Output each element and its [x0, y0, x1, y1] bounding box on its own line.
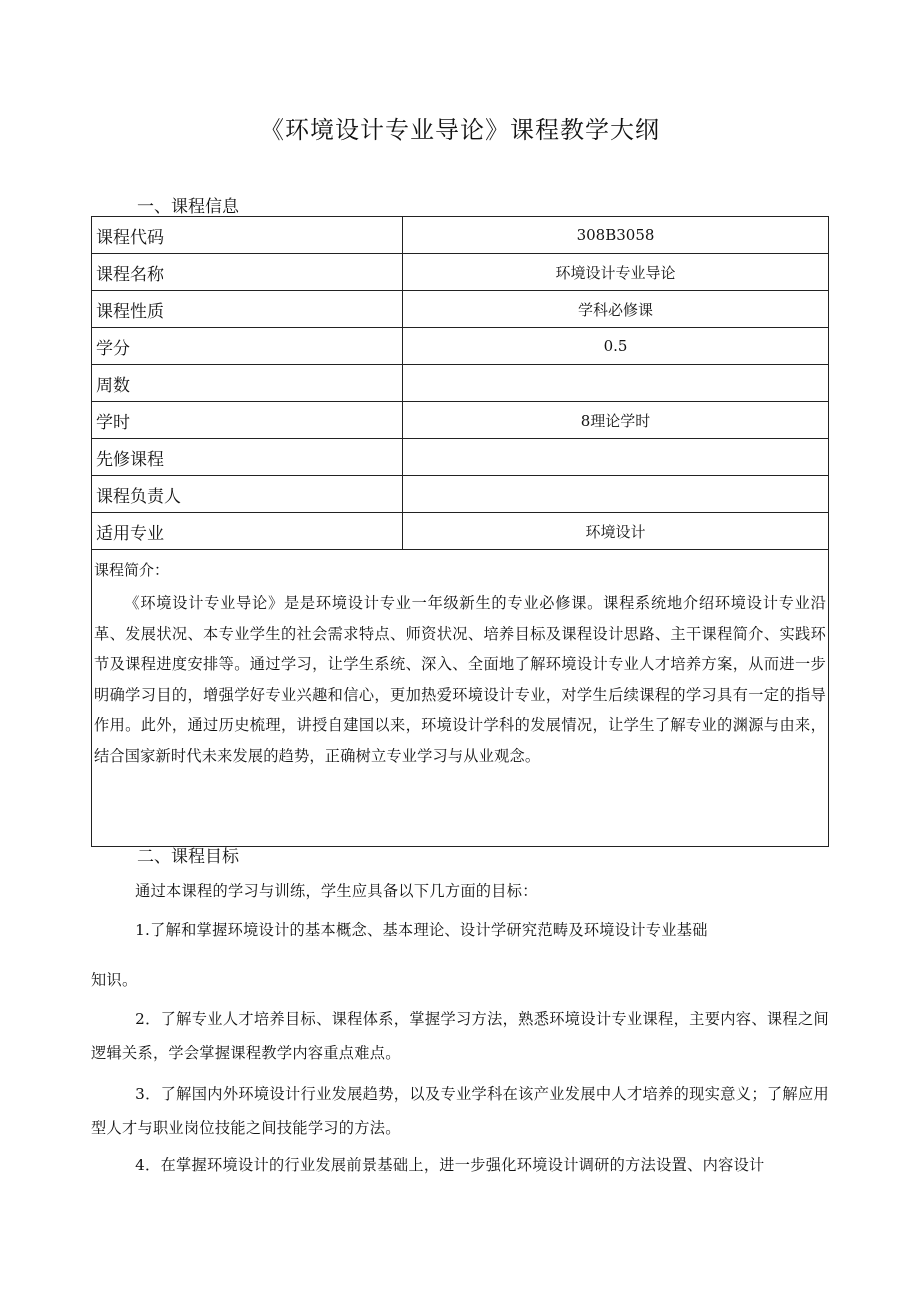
row-value: 8理论学时	[403, 402, 829, 439]
row-value: 环境设计专业导论	[403, 254, 829, 291]
table-row	[92, 476, 829, 513]
goal-2: 2．了解专业人才培养目标、课程体系，掌握学习方法，熟悉环境设计专业课程，主要内容、课程之间逻辑关系，学会掌握课程教学内容重点难点。	[91, 1010, 829, 1062]
row-label: 课程代码	[92, 217, 403, 254]
table-row	[92, 439, 829, 476]
goals-intro: 通过本课程的学习与训练，学生应具备以下几方面的目标：	[135, 882, 538, 900]
section-heading-course-info: 一、课程信息	[137, 197, 239, 217]
row-label: 先修课程	[92, 439, 403, 476]
row-value	[403, 476, 829, 513]
goal-3: 3．了解国内外环境设计行业发展趋势，以及专业学科在该产业发展中人才培养的现实意义；了解应用型人才与职业岗位技能之间技能学习的方法。	[91, 1085, 829, 1137]
course-info-table	[91, 216, 829, 847]
row-label: 学分	[92, 328, 403, 365]
goal-4: 4．在掌握环境设计的行业发展前景基础上，进一步强化环境设计调研的方法设置、内容设计	[135, 1156, 765, 1174]
course-intro-label: 课程简介：	[94, 561, 170, 579]
page-title: 《环境设计专业导论》课程教学大纲	[260, 116, 660, 144]
row-label: 课程名称	[92, 254, 403, 291]
section-heading-course-goals: 二、课程目标	[137, 847, 239, 867]
row-value: 0.5	[403, 328, 829, 365]
course-intro-text: 《环境设计专业导论》是是环境设计专业一年级新生的专业必修课。课程系统地介绍环境设计专业沿革、发展状况、本专业学生的社会需求特点、师资状况、培养目标及课程设计思路、主干课程简介、实践环节及课程进度安排等。通过学习，让学生系统、深入、全面地了解环境设计专业人才培养方案，从而进一步明确学习目的，增强学好专业兴趣和信心，更加热爱环境设计专业，对学生后续课程的学习具有一定的指导作用。此外，通过历史梳理，讲授自建国以来，环境设计学科的发展情况，让学生了解专业的渊源与由来，结合国家新时代未来发展的趋势，正确树立专业学习与从业观念。	[94, 594, 826, 765]
table-row	[92, 513, 829, 550]
goal-1-line-1: 1.了解和掌握环境设计的基本概念、基本理论、设计学研究范畴及环境设计专业基础	[135, 921, 708, 939]
row-label: 课程负责人	[92, 476, 403, 513]
row-value	[403, 365, 829, 402]
table-row	[92, 291, 829, 328]
table-row	[92, 217, 829, 254]
course-intro-cell	[92, 550, 829, 847]
table-row	[92, 365, 829, 402]
row-value: 环境设计	[403, 513, 829, 550]
row-label: 周数	[92, 365, 403, 402]
table-row	[92, 254, 829, 291]
row-value	[403, 439, 829, 476]
row-label: 适用专业	[92, 513, 403, 550]
table-row	[92, 550, 829, 847]
row-value: 308B3058	[403, 217, 829, 254]
goal-1-line-2: 知识。	[91, 971, 138, 989]
row-label: 学时	[92, 402, 403, 439]
row-label: 课程性质	[92, 291, 403, 328]
row-value: 学科必修课	[403, 291, 829, 328]
table-row	[92, 402, 829, 439]
table-row	[92, 328, 829, 365]
